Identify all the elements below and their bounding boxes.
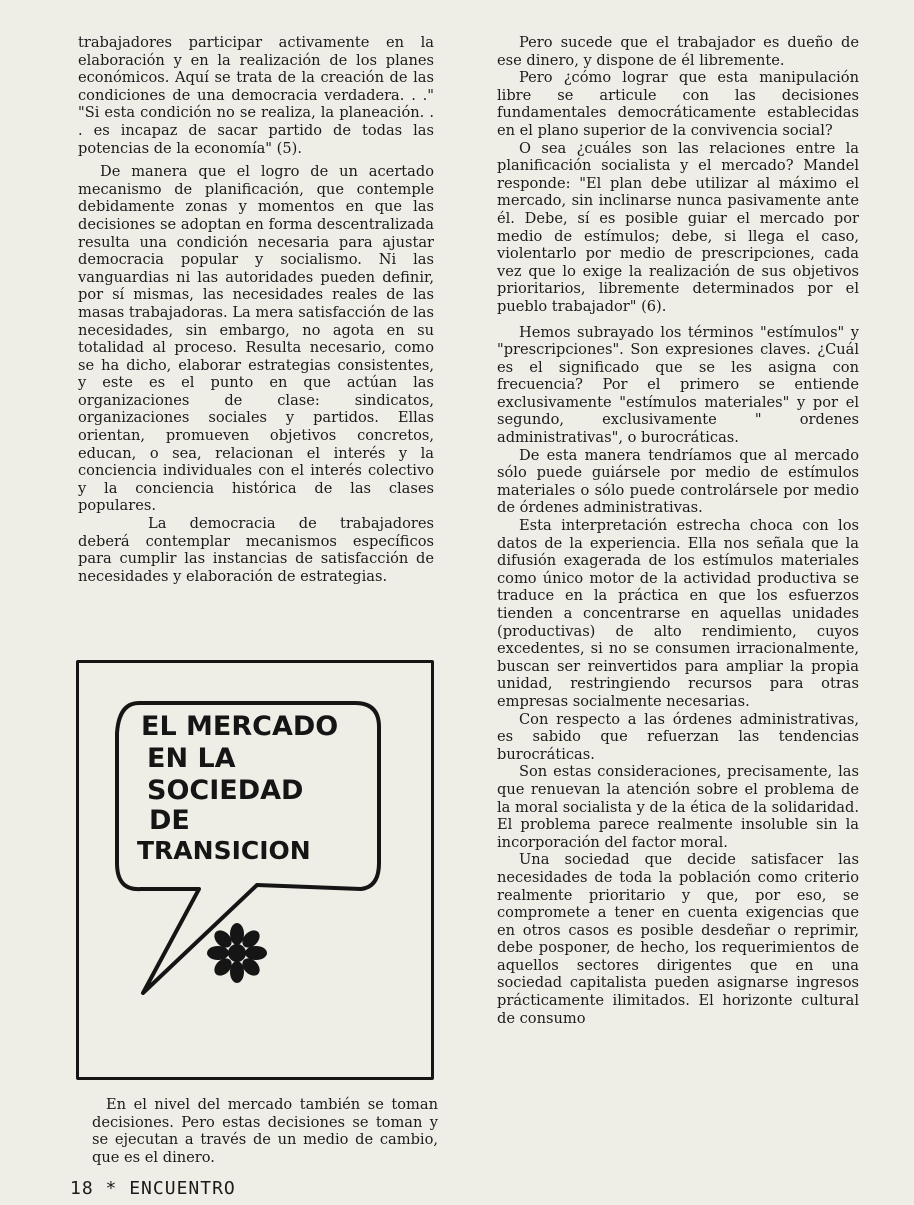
paragraph: La democracia de trabajadores deberá contemplar mecanismos específicos para cumplir las instancias de satisfacción de necesidades y elaboración de estrategias. — [78, 515, 434, 585]
footer-separator: * — [105, 1178, 118, 1199]
page-number: 18 — [70, 1178, 94, 1199]
paragraph: Pero sucede que el trabajador es dueño de ese dinero, y dispone de él libremente. — [497, 34, 859, 69]
bubble-line-5: TRANSICION — [137, 836, 311, 865]
illustration-caption — [92, 1096, 438, 1166]
bubble-line-4: DE — [149, 805, 190, 836]
paragraph: Son estas consideraciones, precisamente, las que renuevan la atención sobre el problema de la moral socialista y de la ética de la solidaridad. El problema parece realmente insoluble sin la incorporación del factor moral. — [497, 763, 859, 851]
right-column — [497, 34, 859, 1027]
paragraph: O sea ¿cuáles son las relaciones entre la planificación socialista y el mercado? Mandel responde: "El plan debe utilizar al máximo el mercado, sin inclinarse nunca pasivamente ante él. Debe, sí es posible guiar el mercado por medio de estímulos; debe, si llega el caso, violentarlo por medio de prescripciones, cada vez que lo exige la realización de sus objetivos prioritarios, libremente determinados por el pueblo trabajador" (6). — [497, 139, 859, 315]
publication-name: ENCUENTRO — [129, 1178, 236, 1199]
paragraph: Esta interpretación estrecha choca con los datos de la experiencia. Ella nos señala que la difusión exagerada de los estímulos materiales como único motor de la actividad productiva se traduce en la práctica en que los esfuerzos tienden a concentrarse en aquellas unidades (productivas) de alto rendimiento, cuyos excedentes, si no se consumen irracionalmente, buscan ser reinvertidos para ampliar la propia unidad, restringiendo recursos para otras empresas socialmente necesarias. — [497, 517, 859, 710]
left-column — [78, 34, 434, 585]
paragraph: Con respecto a las órdenes administrativas, es sabido que refuerzan las tendencias burocráticas. — [497, 710, 859, 763]
bubble-line-2: EN LA — [147, 743, 236, 774]
paragraph: De manera que el logro de un acertado mecanismo de planificación, que contemple debidamente zonas y momentos en que las decisiones se adoptan en forma descentralizada resulta una condición necesaria para ajustar democracia popular y socialismo. Ni las vanguardias ni las autoridades pueden definir, por sí mismas, las necesidades reales de las masas trabajadoras. La mera satisfacción de las necesidades, sin embargo, no agota en su totalidad al proceso. Resulta necesario, como se ha dicho, elaborar estrategias consistentes, y este es el punto en que actúan las organizaciones de clase: sindicatos, organizaciones sociales y partidos. Ellas orientan, promueven objetivos concretos, educan, o sea, relacionan el interés y la conciencia individuales con el interés colectivo y la conciencia histórica de las clases populares. — [78, 163, 434, 515]
illustration-frame — [76, 660, 434, 1080]
page-footer — [70, 1178, 236, 1199]
paragraph: Una sociedad que decide satisfacer las necesidades de toda la población como criterio realmente prioritario y que, por eso, se compromete a tener en cuenta exigencias que en otros casos es posible desdeñar o reprimir, debe posponer, de hecho, los requerimientos de aquellos sectores dirigentes que en una sociedad capitalista pueden asignarse ingresos prácticamente ilimitados. El horizonte cultural de consumo — [497, 851, 859, 1027]
flower-icon — [207, 923, 267, 983]
paragraph: De esta manera tendríamos que al mercado sólo puede guiársele por medio de estímulos materiales o sólo puede controlársele por medio de órdenes administrativas. — [497, 446, 859, 517]
paragraph: Pero ¿cómo lograr que esta manipulación libre se articule con las decisiones fundamentales democráticamente establecidas en el plano superior de la convivencia social? — [497, 69, 859, 139]
caption-text: En el nivel del mercado también se toman decisiones. Pero estas decisiones se toman y se ejecutan a través de un medio de cambio, que es el dinero. — [92, 1096, 438, 1166]
speech-bubble-illustration — [79, 663, 431, 1077]
paragraph: Hemos subrayado los términos "estímulos" y "prescripciones". Son expresiones claves. ¿Cuál es el significado que se les asigna con frecuencia? Por el primero se entiende exclusivamente "estímulos materiales" y por el segundo, exclusivamente " ordenes administrativas", o burocráticas. — [497, 323, 859, 447]
paragraph: trabajadores participar activamente en la elaboración y en la realización de los planes económicos. Aquí se trata de la creación de las condiciones de una democracia verdadera. . ." "Si esta condición no se realiza, la planeación. . . es incapaz de sacar partido de todas las potencias de la economía" (5). — [78, 34, 434, 157]
bubble-line-1: EL MERCADO — [141, 711, 339, 742]
bubble-line-3: SOCIEDAD — [147, 775, 304, 806]
